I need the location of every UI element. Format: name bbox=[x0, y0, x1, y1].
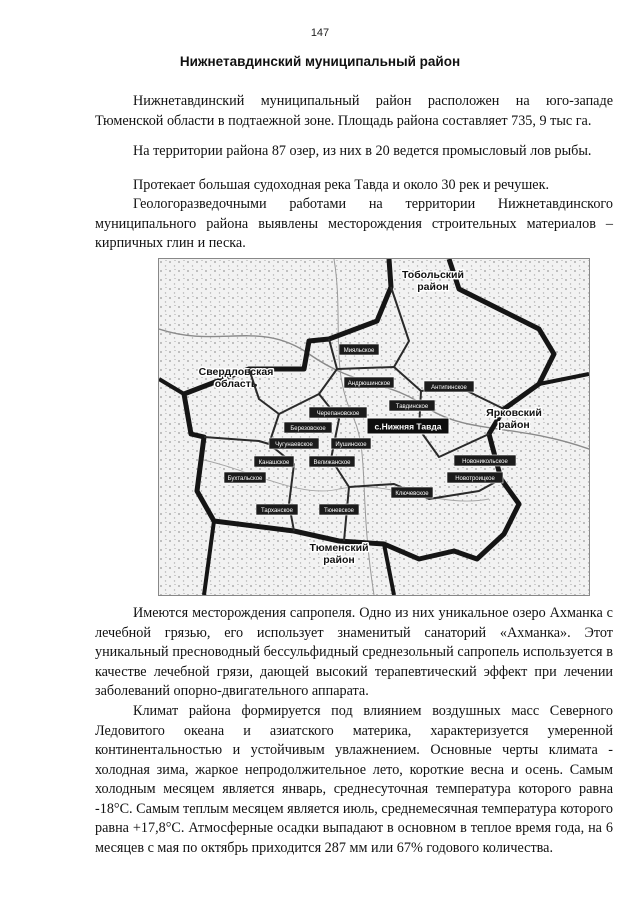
svg-text:Березовское: Березовское bbox=[290, 426, 326, 432]
svg-text:Новотроицкое: Новотроицкое bbox=[455, 476, 495, 482]
village-label bbox=[424, 381, 474, 392]
svg-text:Бухтальское: Бухтальское bbox=[227, 476, 263, 482]
village-label bbox=[344, 377, 394, 388]
svg-text:Канашское: Канашское bbox=[258, 460, 290, 466]
region-label-line: район bbox=[323, 554, 355, 566]
district-map bbox=[158, 258, 590, 596]
village-label bbox=[319, 504, 359, 515]
district-center-label bbox=[367, 418, 449, 434]
village-label bbox=[331, 438, 371, 449]
svg-text:Тавдинское: Тавдинское bbox=[395, 404, 429, 410]
village-label bbox=[254, 456, 294, 467]
region-label-line: район bbox=[498, 419, 530, 431]
village-label bbox=[309, 456, 355, 467]
svg-text:Антипинское: Антипинское bbox=[431, 385, 467, 391]
village-label bbox=[284, 422, 332, 433]
svg-text:Ключевское: Ключевское bbox=[395, 491, 429, 497]
village-label bbox=[454, 455, 516, 466]
village-label bbox=[391, 487, 433, 498]
svg-text:Велижанское: Велижанское bbox=[313, 460, 351, 466]
svg-text:Мияльское: Мияльское bbox=[343, 348, 375, 354]
region-label-line: район bbox=[417, 281, 449, 293]
region-label-line: область bbox=[214, 378, 258, 390]
village-label bbox=[224, 472, 266, 483]
region-label-line: Ярковский bbox=[486, 407, 542, 419]
paragraph-lakes: На территории района 87 озер, из них в 20 ведется промысловый лов рыбы. bbox=[133, 143, 592, 159]
svg-text:Тюневское: Тюневское bbox=[323, 508, 355, 514]
svg-text:Тарханское: Тарханское bbox=[261, 508, 293, 514]
svg-text:Иушинское: Иушинское bbox=[335, 442, 367, 448]
village-label bbox=[447, 472, 503, 483]
village-label bbox=[339, 344, 379, 355]
paragraph-deposits: Геологоразведочными работами на территории Нижнетавдинского муниципального района выявлены месторождения строительных материалов – кирпичных глин и песка. bbox=[95, 196, 613, 251]
region-label-line: Тюменский bbox=[309, 542, 369, 554]
district-map-svg bbox=[159, 259, 589, 595]
paragraph-sapropel: Имеются месторождения сапропеля. Одно из них уникальное озеро Ахманка с лечебной грязью, его использует знаменитый санаторий «Ахманка». Этот уникальный пресноводный бессульфидный среднезольный сапропель используется в качестве лечебной грязи, дающей высокий терапевтический эффект при лечении заболеваний опорно-двигательного аппарата. bbox=[95, 605, 613, 699]
svg-text:Андрюшинское: Андрюшинское bbox=[347, 381, 391, 387]
paragraph-location: Нижнетавдинский муниципальный район расположен на юго-западе Тюменской области в подтаежной зоне. Площадь района составляет 735, 9 тыс га. bbox=[95, 93, 613, 129]
village-label bbox=[309, 407, 367, 418]
village-label bbox=[389, 400, 435, 411]
document-title: Нижнетавдинский муниципальный район bbox=[179, 54, 461, 69]
paragraph-climate: Климат района формируется под влиянием воздушных масс Северного Ледовитого океана и азиатского материка, характеризуется умеренной континентальностью и устойчивым увлажнением. Основные черты климата - холодная зима, жаркое непродолжительное лето, короткие весна и осень. Самым холодным месяцем является январь, среднесуточная температура которого равна -18°С. Самым теплым месяцем является июль, среднемесячная температура которого равна +17,8°С. Атмосферные осадки выпадают в основном в теплое время года, на 6 месяцев с мая по октябрь приходится 287 мм или 67% годового количества. bbox=[95, 703, 613, 856]
region-label-line: Тобольский bbox=[402, 269, 464, 281]
village-label bbox=[269, 438, 319, 449]
paragraph-rivers: Протекает большая судоходная река Тавда и около 30 рек и речушек. bbox=[133, 177, 550, 193]
page-number: 147 bbox=[310, 27, 330, 39]
district-center-name: с.Нижняя Тавда bbox=[374, 421, 442, 432]
svg-text:Черепановское: Черепановское bbox=[316, 411, 360, 417]
village-label bbox=[256, 504, 298, 515]
region-label-line: Свердловская bbox=[198, 366, 274, 378]
svg-text:Новоникольское: Новоникольское bbox=[462, 459, 508, 465]
svg-text:Чугунаевское: Чугунаевское bbox=[275, 442, 313, 448]
